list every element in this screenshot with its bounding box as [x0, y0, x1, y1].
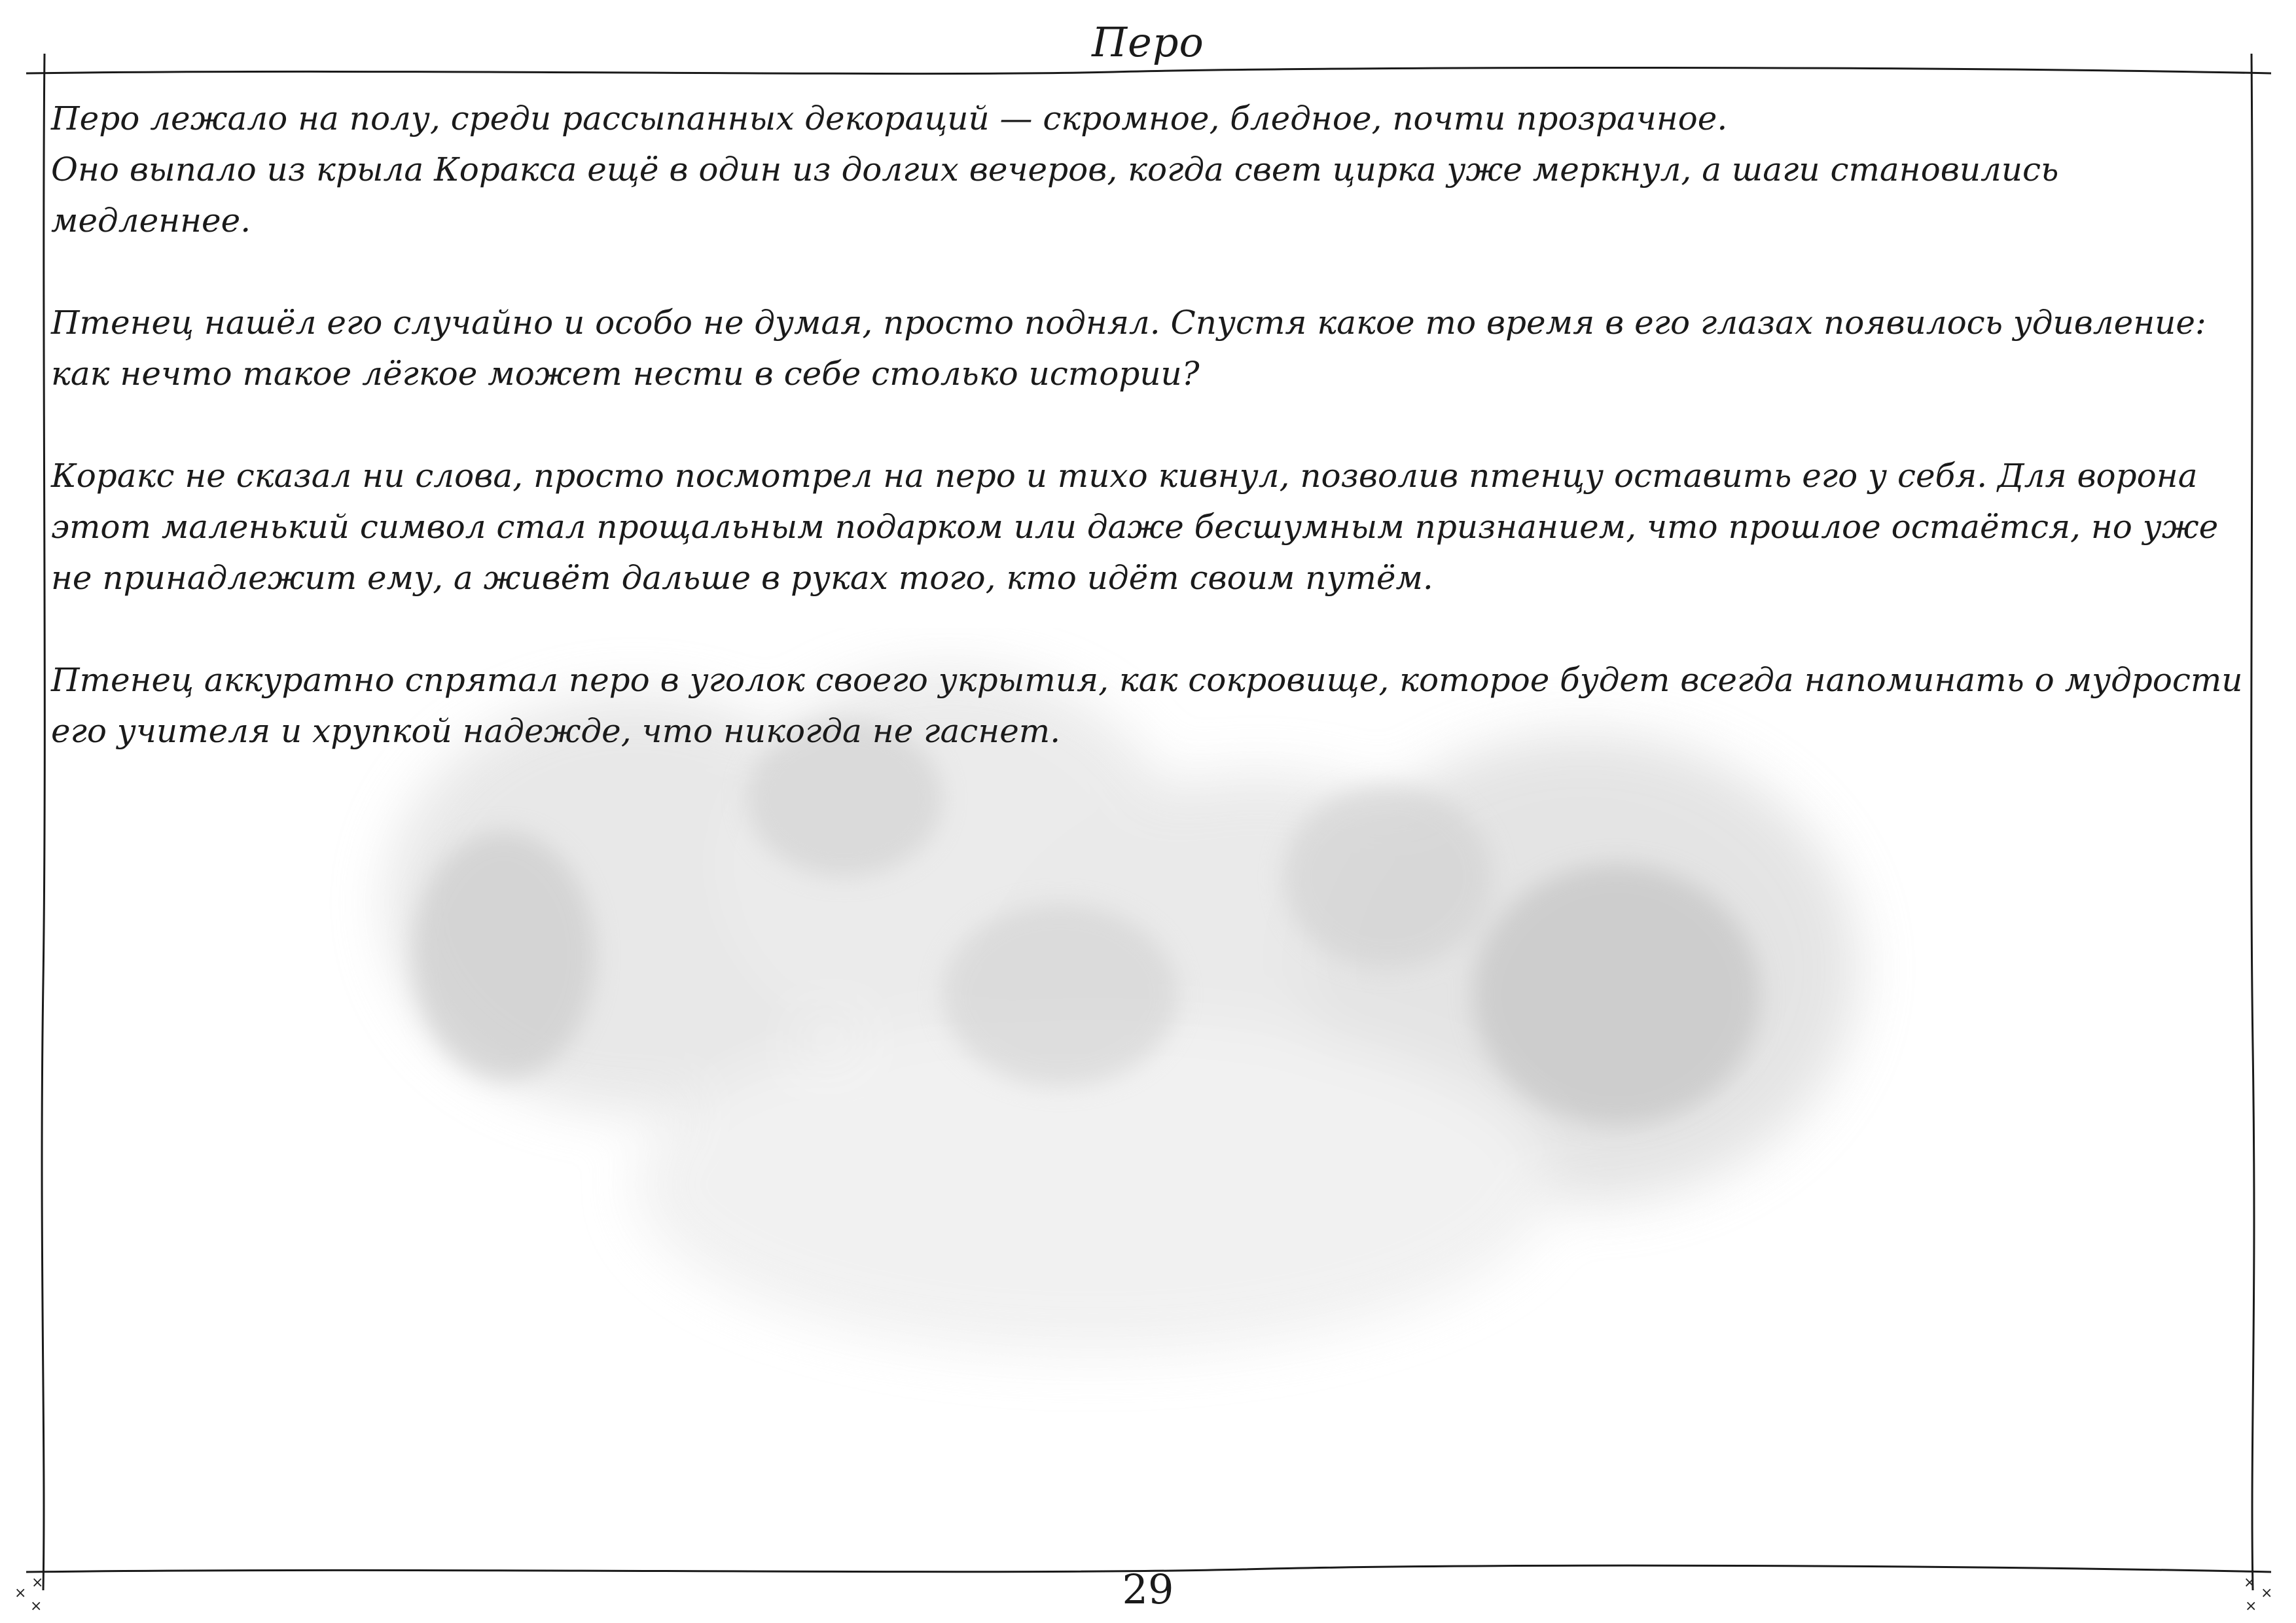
text-paragraph-1: Оно выпало из крыла Коракса ещё в один из долгих вечеров, когда свет цирка уже меркнул, а шаги становились медленнее.: [51, 151, 2059, 240]
frame-top-line: [26, 68, 2271, 74]
frame-left-line: [42, 54, 45, 1590]
text-line-1: Перо лежало на полу, среди рассыпанных декораций — скромное, бледное, почти прозрачное.: [51, 99, 1728, 137]
text-paragraph-3: Коракс не сказал ни слова, просто посмотрел на перо и тихо кивнул, позволив птенцу оставить его у себя. Для ворона этот маленький символ стал прощальным подарком или даже бесшумным признанием, что прошлое остаётся, но уже не принадлежит ему, а живёт дальше в руках того, кто идёт своим путём.: [51, 457, 2219, 597]
page-number: 29: [1122, 1565, 1174, 1613]
body-text: [51, 93, 2250, 808]
text-paragraph-2: Птенец нашёл его случайно и особо не думая, просто поднял. Спустя какое то время в его глазах появилось удивление: как нечто такое лёгкое может нести в себе столько истории?: [51, 304, 2206, 393]
text-paragraph-4: Птенец аккуратно спрятал перо в уголок своего укрытия, как сокровище, которое будет всегда напоминать о мудрости его учителя и хрупкой надежде, что никогда не гаснет.: [51, 661, 2243, 750]
frame-right-line: [2251, 54, 2254, 1590]
corner-mark: ×: [2245, 1598, 2257, 1614]
page-title: Перо: [1092, 18, 1204, 66]
corner-mark: ×: [14, 1585, 27, 1601]
corner-mark: ×: [30, 1598, 43, 1614]
corner-mark: ×: [2244, 1575, 2256, 1591]
corner-mark: ×: [2261, 1585, 2273, 1601]
corner-mark: ×: [31, 1575, 44, 1591]
